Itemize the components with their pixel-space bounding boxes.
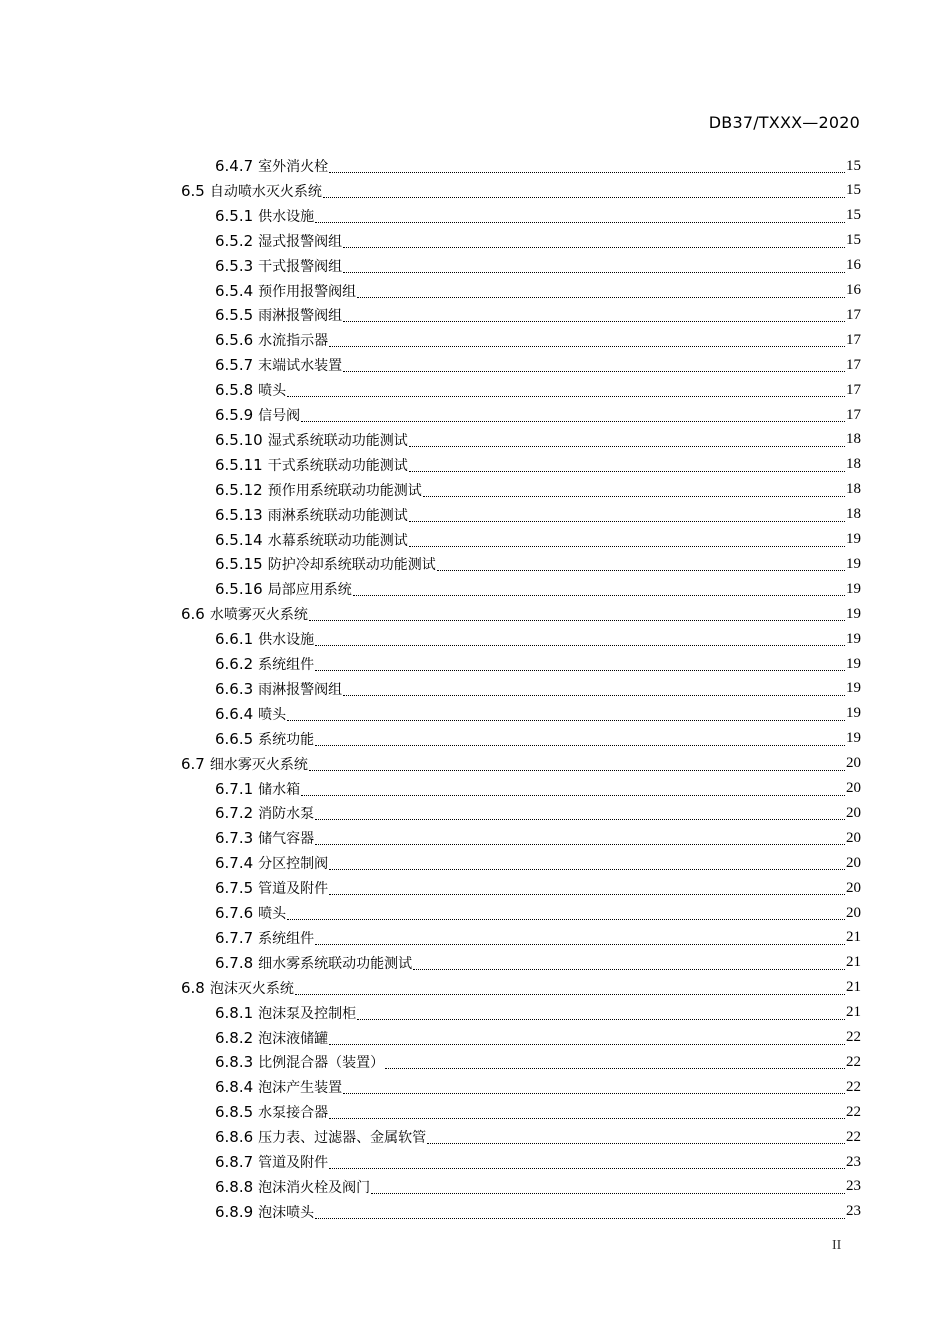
toc-dot-leader	[315, 208, 845, 223]
toc-entry-title: 泡沫产生装置	[258, 1080, 343, 1097]
toc-entry-title: 喷头	[258, 383, 287, 400]
toc-entry-page: 19	[846, 630, 861, 647]
toc-entry-number: 6.6.4	[215, 704, 254, 723]
toc-dot-leader	[309, 756, 845, 771]
toc-dot-leader	[427, 1129, 845, 1144]
toc-entry-page: 22	[846, 1053, 861, 1070]
toc-entry-number: 6.5.6	[215, 331, 254, 350]
toc-entry-page: 17	[846, 356, 861, 373]
toc-entry[interactable]	[215, 727, 861, 751]
toc-entry-page: 19	[846, 730, 861, 747]
toc-entry-page: 18	[846, 456, 861, 473]
toc-entry-title: 管道及附件	[258, 1155, 329, 1171]
toc-dot-leader	[329, 1030, 845, 1045]
toc-entry[interactable]	[215, 403, 861, 427]
toc-entry-title: 雨淋报警阀组	[258, 681, 343, 698]
toc-entry-number: 6.7.2	[215, 804, 254, 823]
toc-entry-number: 6.5.9	[215, 406, 254, 424]
toc-dot-leader	[329, 158, 845, 173]
toc-entry-page: 19	[846, 655, 861, 672]
toc-dot-leader	[343, 681, 845, 696]
toc-entry[interactable]	[215, 1125, 861, 1149]
toc-entry-title: 供水设施	[258, 208, 315, 225]
toc-entry-page: 18	[846, 481, 861, 498]
toc-entry-number: 6.8.7	[215, 1153, 254, 1171]
toc-entry-title: 细水雾系统联动功能测试	[258, 955, 413, 972]
toc-entry-title: 水流指示器	[258, 333, 329, 350]
toc-entry[interactable]	[215, 503, 861, 527]
toc-entry-page: 20	[846, 804, 861, 821]
toc-entry-title: 湿式系统联动功能测试	[267, 432, 408, 449]
toc-entry-title: 干式系统联动功能测试	[267, 457, 408, 474]
toc-entry[interactable]	[215, 1175, 861, 1199]
toc-dot-leader	[357, 283, 845, 298]
toc-entry-title: 室外消火栓	[258, 159, 329, 175]
toc-entry[interactable]	[215, 951, 861, 975]
toc-entry[interactable]	[215, 801, 861, 825]
toc-entry-number: 6.7.1	[215, 779, 254, 798]
toc-entry-number: 6.7	[181, 754, 205, 773]
toc-entry-title: 管道及附件	[258, 881, 329, 898]
toc-dot-leader	[357, 1005, 845, 1020]
toc-entry-title: 湿式报警阀组	[258, 233, 343, 250]
toc-entry[interactable]	[215, 901, 861, 925]
toc-entry[interactable]	[215, 926, 861, 950]
toc-entry-number: 6.4.7	[215, 157, 254, 175]
document-code: DB37/TXXX—2020	[708, 113, 860, 132]
toc-entry-number: 6.6	[181, 605, 205, 624]
toc-dot-leader	[343, 258, 845, 273]
toc-dot-leader	[437, 556, 845, 571]
toc-entry-title: 供水设施	[258, 632, 315, 649]
toc-entry-title: 压力表、过滤器、金属软管	[258, 1130, 427, 1147]
toc-entry-page: 21	[846, 929, 861, 946]
toc-entry[interactable]	[181, 752, 861, 776]
toc-entry-page: 19	[846, 555, 861, 572]
toc-entry-page: 20	[846, 755, 861, 772]
toc-dot-leader	[315, 656, 845, 671]
toc-dot-leader	[329, 880, 845, 895]
toc-dot-leader	[329, 1104, 845, 1119]
toc-entry-number: 6.8.4	[215, 1078, 254, 1097]
toc-dot-leader	[301, 407, 845, 422]
toc-dot-leader	[343, 357, 845, 372]
toc-entry[interactable]	[215, 353, 861, 377]
toc-entry[interactable]	[215, 652, 861, 676]
toc-entry[interactable]	[215, 154, 861, 178]
toc-dot-leader	[329, 332, 845, 347]
toc-entry-page: 23	[846, 1178, 861, 1195]
toc-entry-page: 20	[846, 904, 861, 921]
toc-dot-leader	[301, 781, 845, 796]
toc-entry-page: 17	[846, 381, 861, 398]
toc-entry[interactable]	[215, 478, 861, 502]
toc-entry-number: 6.7.3	[215, 829, 254, 848]
toc-dot-leader	[287, 382, 845, 397]
toc-entry-title: 局部应用系统	[267, 582, 352, 599]
toc-dot-leader	[309, 606, 845, 621]
toc-dot-leader	[409, 532, 845, 547]
toc-dot-leader	[409, 457, 845, 472]
toc-entry-title: 细水雾灭火系统	[209, 756, 308, 773]
toc-dot-leader	[315, 930, 845, 945]
toc-entry-page: 19	[846, 680, 861, 697]
toc-entry[interactable]	[215, 378, 861, 402]
toc-dot-leader	[315, 830, 845, 845]
toc-entry-number: 6.5.16	[215, 580, 263, 599]
toc-dot-leader	[287, 706, 845, 721]
toc-entry[interactable]	[215, 826, 861, 850]
toc-dot-leader	[371, 1179, 845, 1194]
toc-entry[interactable]	[215, 1001, 861, 1025]
toc-entry-page: 22	[846, 1078, 861, 1095]
toc-entry-number: 6.5.4	[215, 281, 254, 300]
toc-entry-title: 雨淋报警阀组	[258, 308, 343, 325]
toc-entry[interactable]	[215, 1200, 861, 1224]
toc-entry[interactable]	[215, 303, 861, 327]
toc-entry-title: 泡沫液储罐	[258, 1030, 329, 1047]
toc-entry-number: 6.8.6	[215, 1128, 254, 1147]
toc-entry-page: 15	[846, 207, 861, 224]
toc-dot-leader	[409, 432, 845, 447]
toc-dot-leader	[353, 581, 845, 596]
toc-entry[interactable]	[215, 777, 861, 801]
toc-entry-number: 6.8.2	[215, 1028, 254, 1047]
toc-dot-leader	[343, 307, 845, 322]
toc-entry[interactable]	[181, 602, 861, 626]
toc-entry-number: 6.6.2	[215, 655, 254, 673]
toc-dot-leader	[329, 1154, 845, 1169]
toc-entry-title: 泡沫喷头	[258, 1204, 315, 1221]
toc-dot-leader	[295, 980, 845, 995]
toc-entry-page: 21	[846, 1004, 861, 1021]
toc-dot-leader	[315, 805, 845, 820]
toc-entry-title: 系统功能	[258, 731, 315, 748]
toc-entry-number: 6.6.1	[215, 630, 254, 649]
toc-entry-page: 18	[846, 431, 861, 448]
toc-entry-title: 防护冷却系统联动功能测试	[267, 557, 436, 574]
toc-entry[interactable]	[181, 976, 861, 1000]
toc-entry-title: 末端试水装置	[258, 358, 343, 375]
toc-entry-number: 6.7.6	[215, 904, 254, 922]
toc-entry-title: 比例混合器（装置）	[258, 1055, 385, 1072]
toc-entry-page: 21	[846, 979, 861, 996]
toc-dot-leader	[343, 233, 845, 248]
toc-entry-number: 6.8	[181, 978, 205, 997]
toc-entry-page: 21	[846, 954, 861, 971]
toc-entry-number: 6.5.12	[215, 480, 263, 499]
toc-dot-leader	[287, 905, 845, 920]
toc-entry-number: 6.5.3	[215, 256, 254, 275]
toc-entry-title: 系统组件	[258, 930, 315, 947]
toc-entry[interactable]	[215, 254, 861, 278]
toc-entry-title: 雨淋系统联动功能测试	[267, 507, 408, 524]
toc-entry-page: 22	[846, 1029, 861, 1045]
toc-entry[interactable]	[215, 1026, 861, 1050]
toc-dot-leader	[413, 955, 845, 970]
toc-entry-title: 储气容器	[258, 831, 315, 848]
toc-entry-title: 水幕系统联动功能测试	[267, 532, 408, 549]
toc-entry-page: 23	[846, 1153, 861, 1170]
toc-entry[interactable]	[215, 428, 861, 452]
toc-entry-page: 23	[846, 1203, 861, 1220]
toc-entry-page: 19	[846, 580, 861, 597]
toc-entry-number: 6.7.5	[215, 879, 254, 898]
toc-entry[interactable]	[215, 552, 861, 576]
toc-entry[interactable]	[215, 677, 861, 701]
toc-entry-title: 储水箱	[258, 781, 301, 798]
toc-entry[interactable]	[215, 453, 861, 477]
toc-entry-page: 22	[846, 1128, 861, 1145]
toc-entry-number: 6.5.11	[215, 455, 263, 474]
toc-entry-page: 15	[846, 232, 861, 249]
toc-entry-title: 预作用报警阀组	[258, 283, 357, 300]
toc-entry-page: 17	[846, 331, 861, 348]
toc-entry[interactable]	[215, 528, 861, 552]
toc-entry-title: 水泵接合器	[258, 1105, 329, 1122]
toc-entry-number: 6.7.7	[215, 928, 254, 947]
toc-entry-title: 泡沫泵及控制柜	[258, 1005, 357, 1022]
toc-entry-number: 6.8.9	[215, 1202, 254, 1221]
toc-entry-number: 6.5.10	[215, 430, 263, 449]
toc-entry-number: 6.7.8	[215, 953, 254, 972]
toc-entry-page: 22	[846, 1103, 861, 1120]
toc-entry-title: 喷头	[258, 906, 287, 922]
toc-entry-number: 6.8.1	[215, 1003, 254, 1022]
toc-entry-number: 6.7.4	[215, 854, 254, 873]
toc-entry-number: 6.5.1	[215, 206, 254, 225]
toc-entry-number: 6.8.3	[215, 1053, 254, 1072]
toc-entry-title: 泡沫灭火系统	[209, 980, 294, 997]
toc-entry-page: 20	[846, 879, 861, 896]
toc-entry-title: 信号阀	[258, 408, 301, 424]
toc-entry-title: 系统组件	[258, 657, 315, 673]
toc-entry[interactable]	[215, 876, 861, 900]
toc-entry-page: 20	[846, 854, 861, 871]
toc-dot-leader	[329, 855, 845, 870]
toc-entry-page: 16	[846, 257, 861, 274]
toc-entry-page: 15	[846, 157, 861, 174]
toc-entry-page: 15	[846, 182, 861, 199]
toc-entry-number: 6.5.8	[215, 381, 254, 400]
toc-entry[interactable]	[215, 1150, 861, 1174]
toc-dot-leader	[315, 1204, 845, 1219]
toc-entry[interactable]	[215, 1075, 861, 1099]
toc-entry-number: 6.5.5	[215, 306, 254, 325]
toc-entry-page: 20	[846, 780, 861, 796]
toc-entry[interactable]	[215, 229, 861, 253]
toc-dot-leader	[323, 183, 845, 198]
toc-entry-number: 6.5.13	[215, 505, 263, 524]
toc-entry-title: 预作用系统联动功能测试	[267, 482, 422, 499]
toc-dot-leader	[409, 507, 845, 522]
toc-entry-page: 19	[846, 531, 861, 547]
toc-entry-page: 19	[846, 705, 861, 722]
toc-entry-title: 泡沫消火栓及阀门	[258, 1179, 371, 1196]
toc-entry-page: 19	[846, 605, 861, 622]
toc-entry[interactable]	[215, 702, 861, 726]
toc-entry-number: 6.5.15	[215, 555, 263, 574]
toc-entry[interactable]	[215, 328, 861, 352]
toc-entry[interactable]	[181, 179, 861, 203]
toc-entry-title: 干式报警阀组	[258, 258, 343, 275]
toc-entry-page: 17	[846, 306, 861, 323]
toc-entry[interactable]	[215, 851, 861, 875]
toc-entry-number: 6.8.8	[215, 1177, 254, 1196]
page-number: II	[832, 1238, 842, 1253]
toc-entry-title: 喷头	[258, 706, 287, 723]
toc-entry-number: 6.6.5	[215, 729, 254, 748]
toc-entry[interactable]	[215, 204, 861, 228]
toc-entry-number: 6.5	[181, 181, 205, 200]
toc-entry-page: 17	[846, 406, 861, 423]
toc-dot-leader	[315, 631, 845, 646]
toc-entry[interactable]	[215, 1100, 861, 1124]
toc-entry-title: 分区控制阀	[258, 856, 329, 873]
toc-entry-number: 6.5.7	[215, 356, 254, 375]
toc-dot-leader	[423, 482, 845, 497]
toc-entry-page: 20	[846, 829, 861, 846]
toc-entry[interactable]	[215, 577, 861, 601]
toc-entry[interactable]	[215, 279, 861, 303]
toc-entry-title: 水喷雾灭火系统	[209, 607, 308, 624]
toc-entry-page: 18	[846, 506, 861, 523]
toc-entry-number: 6.6.3	[215, 679, 254, 698]
toc-entry-title: 自动喷水灭火系统	[209, 183, 322, 200]
toc-dot-leader	[385, 1054, 845, 1069]
toc-entry[interactable]	[215, 1050, 861, 1074]
toc-entry-page: 16	[846, 282, 861, 298]
toc-entry-title: 消防水泵	[258, 806, 315, 823]
toc-dot-leader	[315, 731, 845, 746]
toc-entry-number: 6.8.5	[215, 1103, 254, 1122]
toc-entry[interactable]	[215, 627, 861, 651]
toc-entry-number: 6.5.2	[215, 231, 254, 250]
toc-entry-number: 6.5.14	[215, 530, 263, 549]
toc-dot-leader	[343, 1079, 845, 1094]
